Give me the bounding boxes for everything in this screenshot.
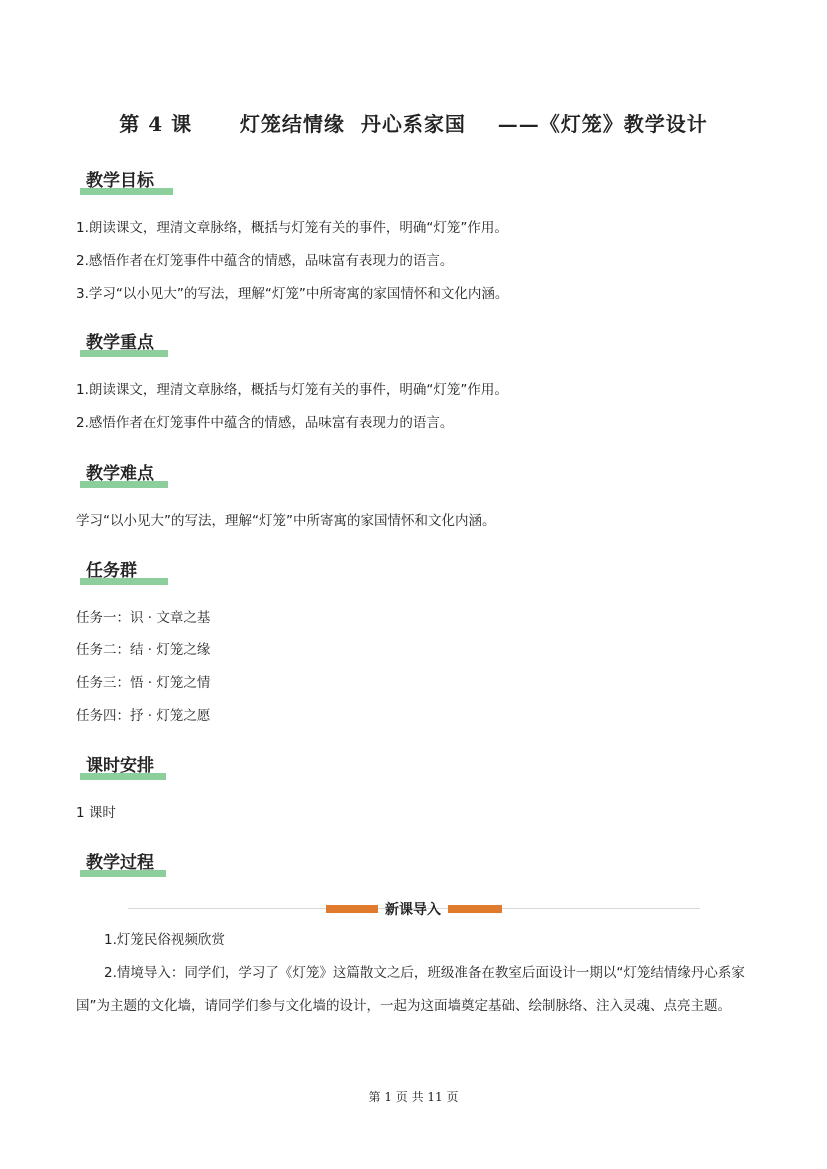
difficulty-item: 学习“以小见大”的写法，理解“灯笼”中所寄寓的家国情怀和文化内涵。 [76, 513, 496, 529]
task-item: 任务一：识 · 文章之基 [76, 610, 211, 626]
objective-item: 3.学习“以小见大”的写法，理解“灯笼”中所寄寓的家国情怀和文化内涵。 [76, 286, 509, 302]
heading-text: 教学难点 [86, 464, 154, 484]
heading-text: 教学过程 [86, 853, 154, 873]
subheading-new-lesson-intro: 新课导入 [385, 902, 441, 918]
objective-item: 1.朗读课文，理清文章脉络，概括与灯笼有关的事件，明确“灯笼”作用。 [76, 220, 508, 236]
process-paragraph: 1.灯笼民俗视频欣赏 [104, 932, 225, 948]
task-item: 任务二：结 · 灯笼之缘 [76, 642, 211, 658]
task-item: 任务三：悟 · 灯笼之情 [76, 675, 211, 691]
task-item: 任务四：抒 · 灯笼之愿 [76, 708, 211, 724]
process-paragraph: 2.情境导入：同学们，学习了《灯笼》这篇散文之后，班级准备在教室后面设计一期以“灯笼结情缘丹心系家国”为主题的文化墙，请同学们参与文化墙的设计，一起为这面墙奠定基础、绘制脉络、注入灵魂、点亮主题。 [76, 965, 745, 1014]
heading-text: 教学重点 [86, 333, 154, 353]
document-title: 第 4 课 灯笼结情缘 丹心系家国 ——《灯笼》教学设计 [119, 112, 708, 136]
schedule-item: 1 课时 [76, 805, 116, 821]
subheading-bar-right [448, 905, 502, 913]
objective-item: 2.感悟作者在灯笼事件中蕴含的情感，品味富有表现力的语言。 [76, 253, 454, 269]
key-point-item: 2.感悟作者在灯笼事件中蕴含的情感，品味富有表现力的语言。 [76, 415, 454, 431]
subheading-bar-left [326, 905, 378, 913]
heading-text: 任务群 [86, 561, 137, 581]
page-footer: 第 1 页 共 11 页 [368, 1090, 459, 1104]
heading-text: 教学目标 [86, 171, 154, 191]
key-point-item: 1.朗读课文，理清文章脉络，概括与灯笼有关的事件，明确“灯笼”作用。 [76, 382, 508, 398]
heading-text: 课时安排 [86, 756, 154, 776]
